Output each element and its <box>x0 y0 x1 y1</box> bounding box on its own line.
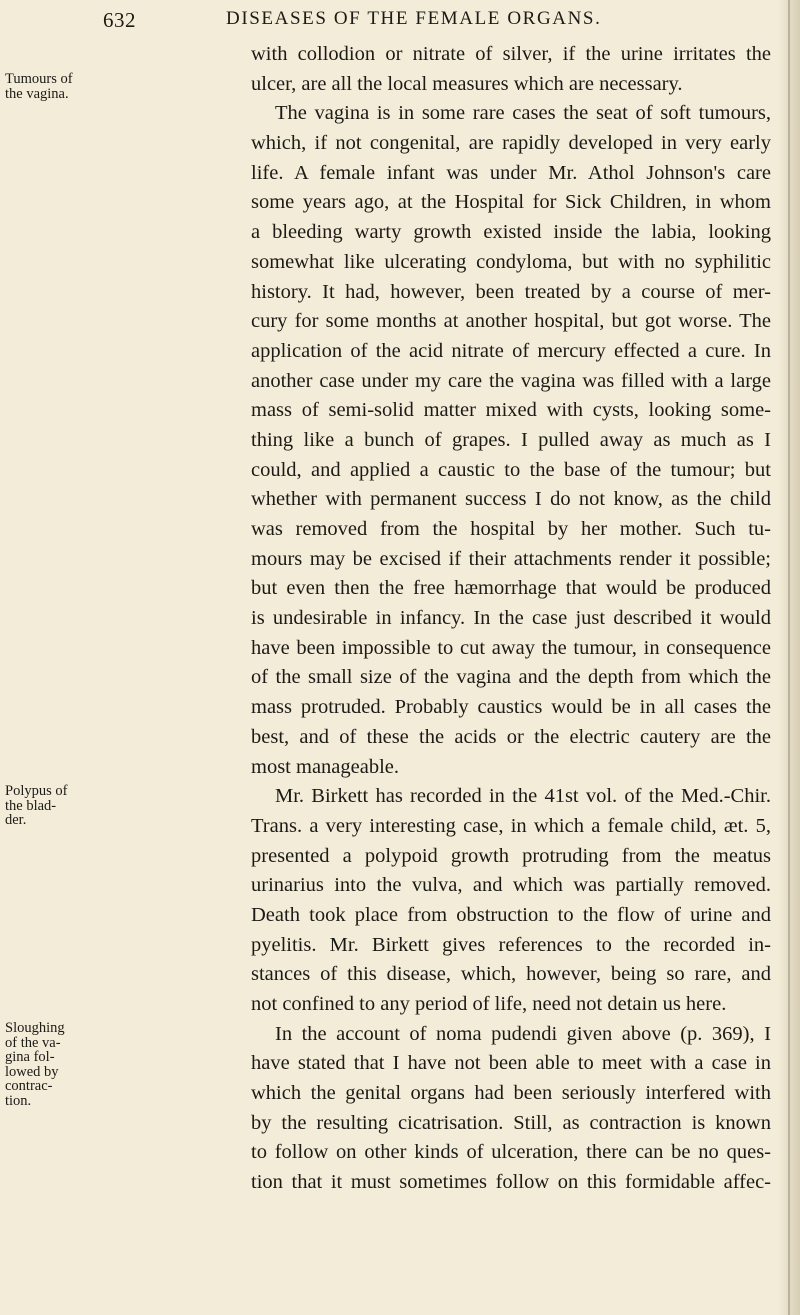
margin-note-line: lowed by <box>5 1063 59 1080</box>
text-line: life. A female infant was under Mr. Athol Johnson's care <box>251 161 771 184</box>
text-line: which, if not congenital, are rapidly developed in very early <box>251 132 771 155</box>
text-line: The vagina is in some rare cases the seat of soft tumours, <box>275 102 771 125</box>
text-line: Mr. Birkett has recorded in the 41st vol. of the Med.-Chir. <box>275 785 771 808</box>
text-line: mours may be excised if their attachments render it possible; <box>251 547 771 570</box>
margin-note-line: Tumours of <box>5 71 73 87</box>
text-line: tion that it must sometimes follow on this formidable affec- <box>251 1171 771 1194</box>
text-line: some years ago, at the Hospital for Sick Children, in whom <box>251 191 771 214</box>
text-line: presented a polypoid growth protruding from the meatus <box>251 844 771 867</box>
text-line: pyelitis. Mr. Birkett gives references to the recorded in- <box>251 933 771 956</box>
text-line: ulcer, are all the local measures which are necessary. <box>251 72 683 95</box>
text-line: mass protruded. Probably caustics would be in all cases the <box>251 696 771 719</box>
margin-note-line: Polypus of <box>5 783 68 799</box>
margin-note-line: the vagina. <box>5 85 69 102</box>
text-line: which the genital organs had been seriously interfered with <box>251 1082 771 1105</box>
margin-note-line: of the va- <box>5 1034 61 1051</box>
margin-note-line: gina fol- <box>5 1049 55 1065</box>
text-line: was removed from the hospital by her mother. Such tu- <box>251 518 771 540</box>
text-line: somewhat like ulcerating condyloma, but with no syphilitic <box>251 250 771 273</box>
text-line: have stated that I have not been able to meet with a case in <box>251 1052 771 1075</box>
margin-note-sloughing <box>5 1021 65 1108</box>
text-line: mass of semi-solid matter mixed with cysts, looking some- <box>251 399 771 422</box>
page-number: 632 <box>103 8 136 32</box>
margin-note-line: tion. <box>5 1092 32 1109</box>
page-header <box>0 8 800 36</box>
page-edge-line <box>788 0 790 1315</box>
text-line: stances of this disease, which, however, being so rare, and <box>251 963 771 986</box>
text-line: with collodion or nitrate of silver, if the urine irritates the <box>251 43 771 65</box>
text-line: a bleeding warty growth existed inside the labia, looking <box>251 221 771 244</box>
text-line: In the account of noma pudendi given above (p. 369), I <box>275 1022 771 1045</box>
margin-note-line: contrac- <box>5 1078 53 1094</box>
text-line: Trans. a very interesting case, in which a female child, æt. 5, <box>251 814 771 837</box>
text-line: of the small size of the vagina and the depth from which the <box>251 666 771 689</box>
text-line: could, and applied a caustic to the base of the tumour; but <box>251 458 771 481</box>
margin-note-polypus <box>5 784 67 828</box>
body-text <box>251 40 771 1198</box>
text-line: urinarius into the vulva, and which was partially removed. <box>251 874 771 897</box>
margin-note-line: the blad- <box>5 797 57 814</box>
text-line: to follow on other kinds of ulceration, there can be no ques- <box>251 1141 771 1164</box>
text-line: most manageable. <box>251 755 400 778</box>
text-line: have been impossible to cut away the tumour, in consequence <box>251 636 771 659</box>
text-line: history. It had, however, been treated by a course of mer- <box>251 280 771 303</box>
text-line: but even then the free hæmorrhage that would be produced <box>251 577 771 600</box>
text-line: whether with permanent success I do not know, as the child <box>251 488 771 511</box>
text-line: cury for some months at another hospital, but got worse. The <box>251 310 771 333</box>
margin-note-tumours <box>5 72 73 101</box>
text-line: is undesirable in infancy. In the case just described it would <box>251 607 771 630</box>
running-head: DISEASES OF THE FEMALE ORGANS. <box>226 8 602 29</box>
text-line: thing like a bunch of grapes. I pulled away as much as I <box>251 428 771 451</box>
margin-note-line: der. <box>5 812 27 828</box>
margin-note-line: Sloughing <box>5 1020 65 1036</box>
text-line: another case under my care the vagina was filled with a large <box>251 369 771 392</box>
text-line: application of the acid nitrate of mercury effected a cure. In <box>251 339 771 362</box>
text-line: best, and of these the acids or the electric cautery are the <box>251 725 771 748</box>
text-line: not confined to any period of life, need not detain us here. <box>251 993 727 1015</box>
text-line: Death took place from obstruction to the flow of urine and <box>251 903 771 926</box>
text-line: by the resulting cicatrisation. Still, as contraction is known <box>251 1111 771 1134</box>
